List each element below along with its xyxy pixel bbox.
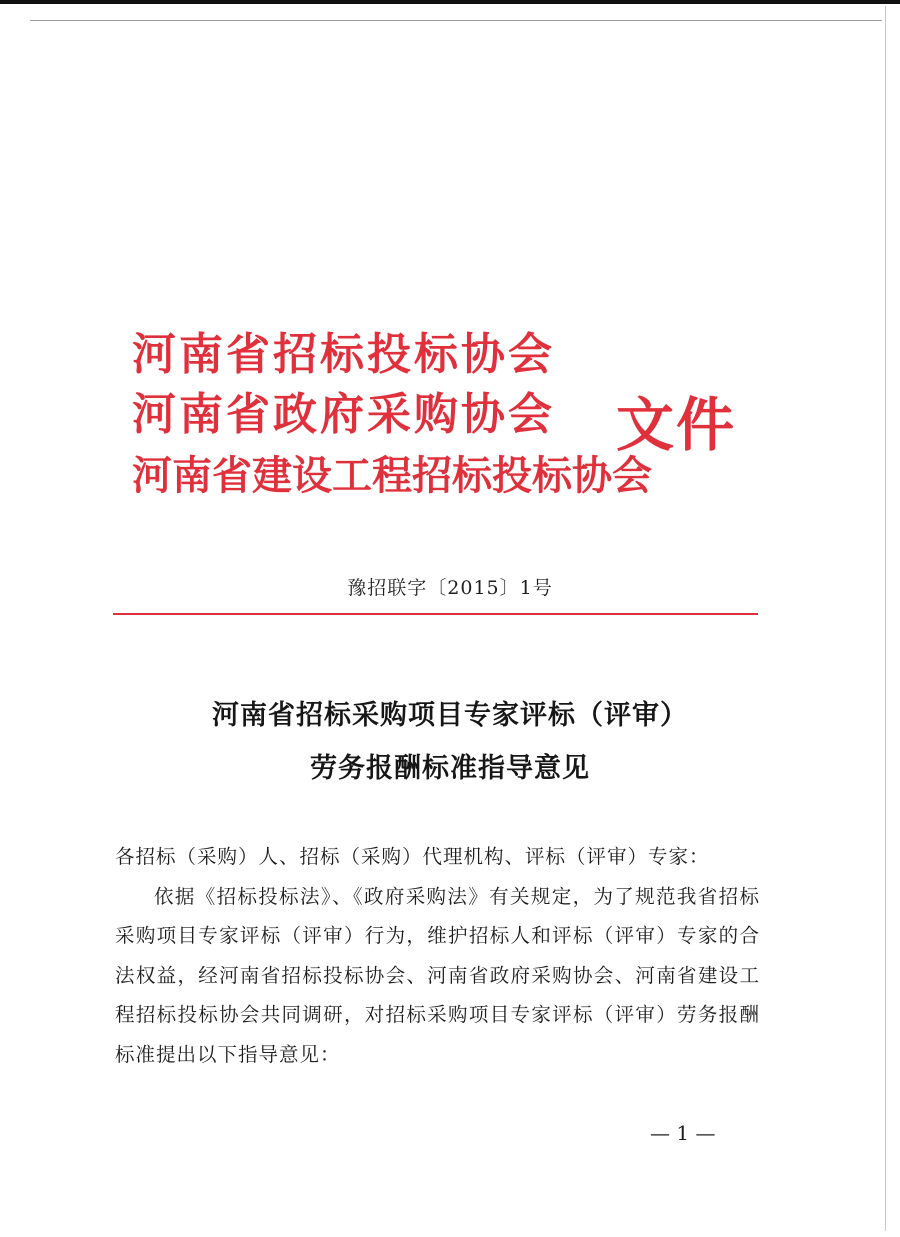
header-red-divider [113, 613, 758, 615]
issuing-org-3: 河南省建设工程招标投标协会 [132, 452, 652, 499]
document-body [115, 837, 760, 1074]
scan-top-edge [0, 0, 900, 4]
scan-top-rule [30, 20, 882, 21]
salutation: 各招标（采购）人、招标（采购）代理机构、评标（评审）专家： [115, 845, 710, 868]
scan-right-edge [885, 6, 886, 1231]
document-title-line-2: 劳务报酬标准指导意见 [310, 753, 590, 784]
document-number: 豫招联字〔2015〕1号 [347, 577, 553, 599]
document-title-line-1: 河南省招标采购项目专家评标（评审） [212, 700, 688, 731]
document-header [132, 318, 772, 508]
page-number: — 1 — [650, 1121, 716, 1145]
body-paragraph-1: 依据《招标投标法》、《政府采购法》有关规定，为了规范我省招标采购项目专家评标（评审）行为，维护招标人和评标（评审）专家的合法权益，经河南省招标投标协会、河南省政府采购协会、河南省建设工程招标投标协会共同调研，对招标采购项目专家评标（评审）劳务报酬标准提出以下指导意见： [115, 884, 760, 1066]
document-type-label: 文件 [616, 391, 737, 459]
issuing-org-2: 河南省政府采购协会 [132, 389, 555, 440]
issuing-org-1: 河南省招标投标协会 [132, 329, 555, 380]
